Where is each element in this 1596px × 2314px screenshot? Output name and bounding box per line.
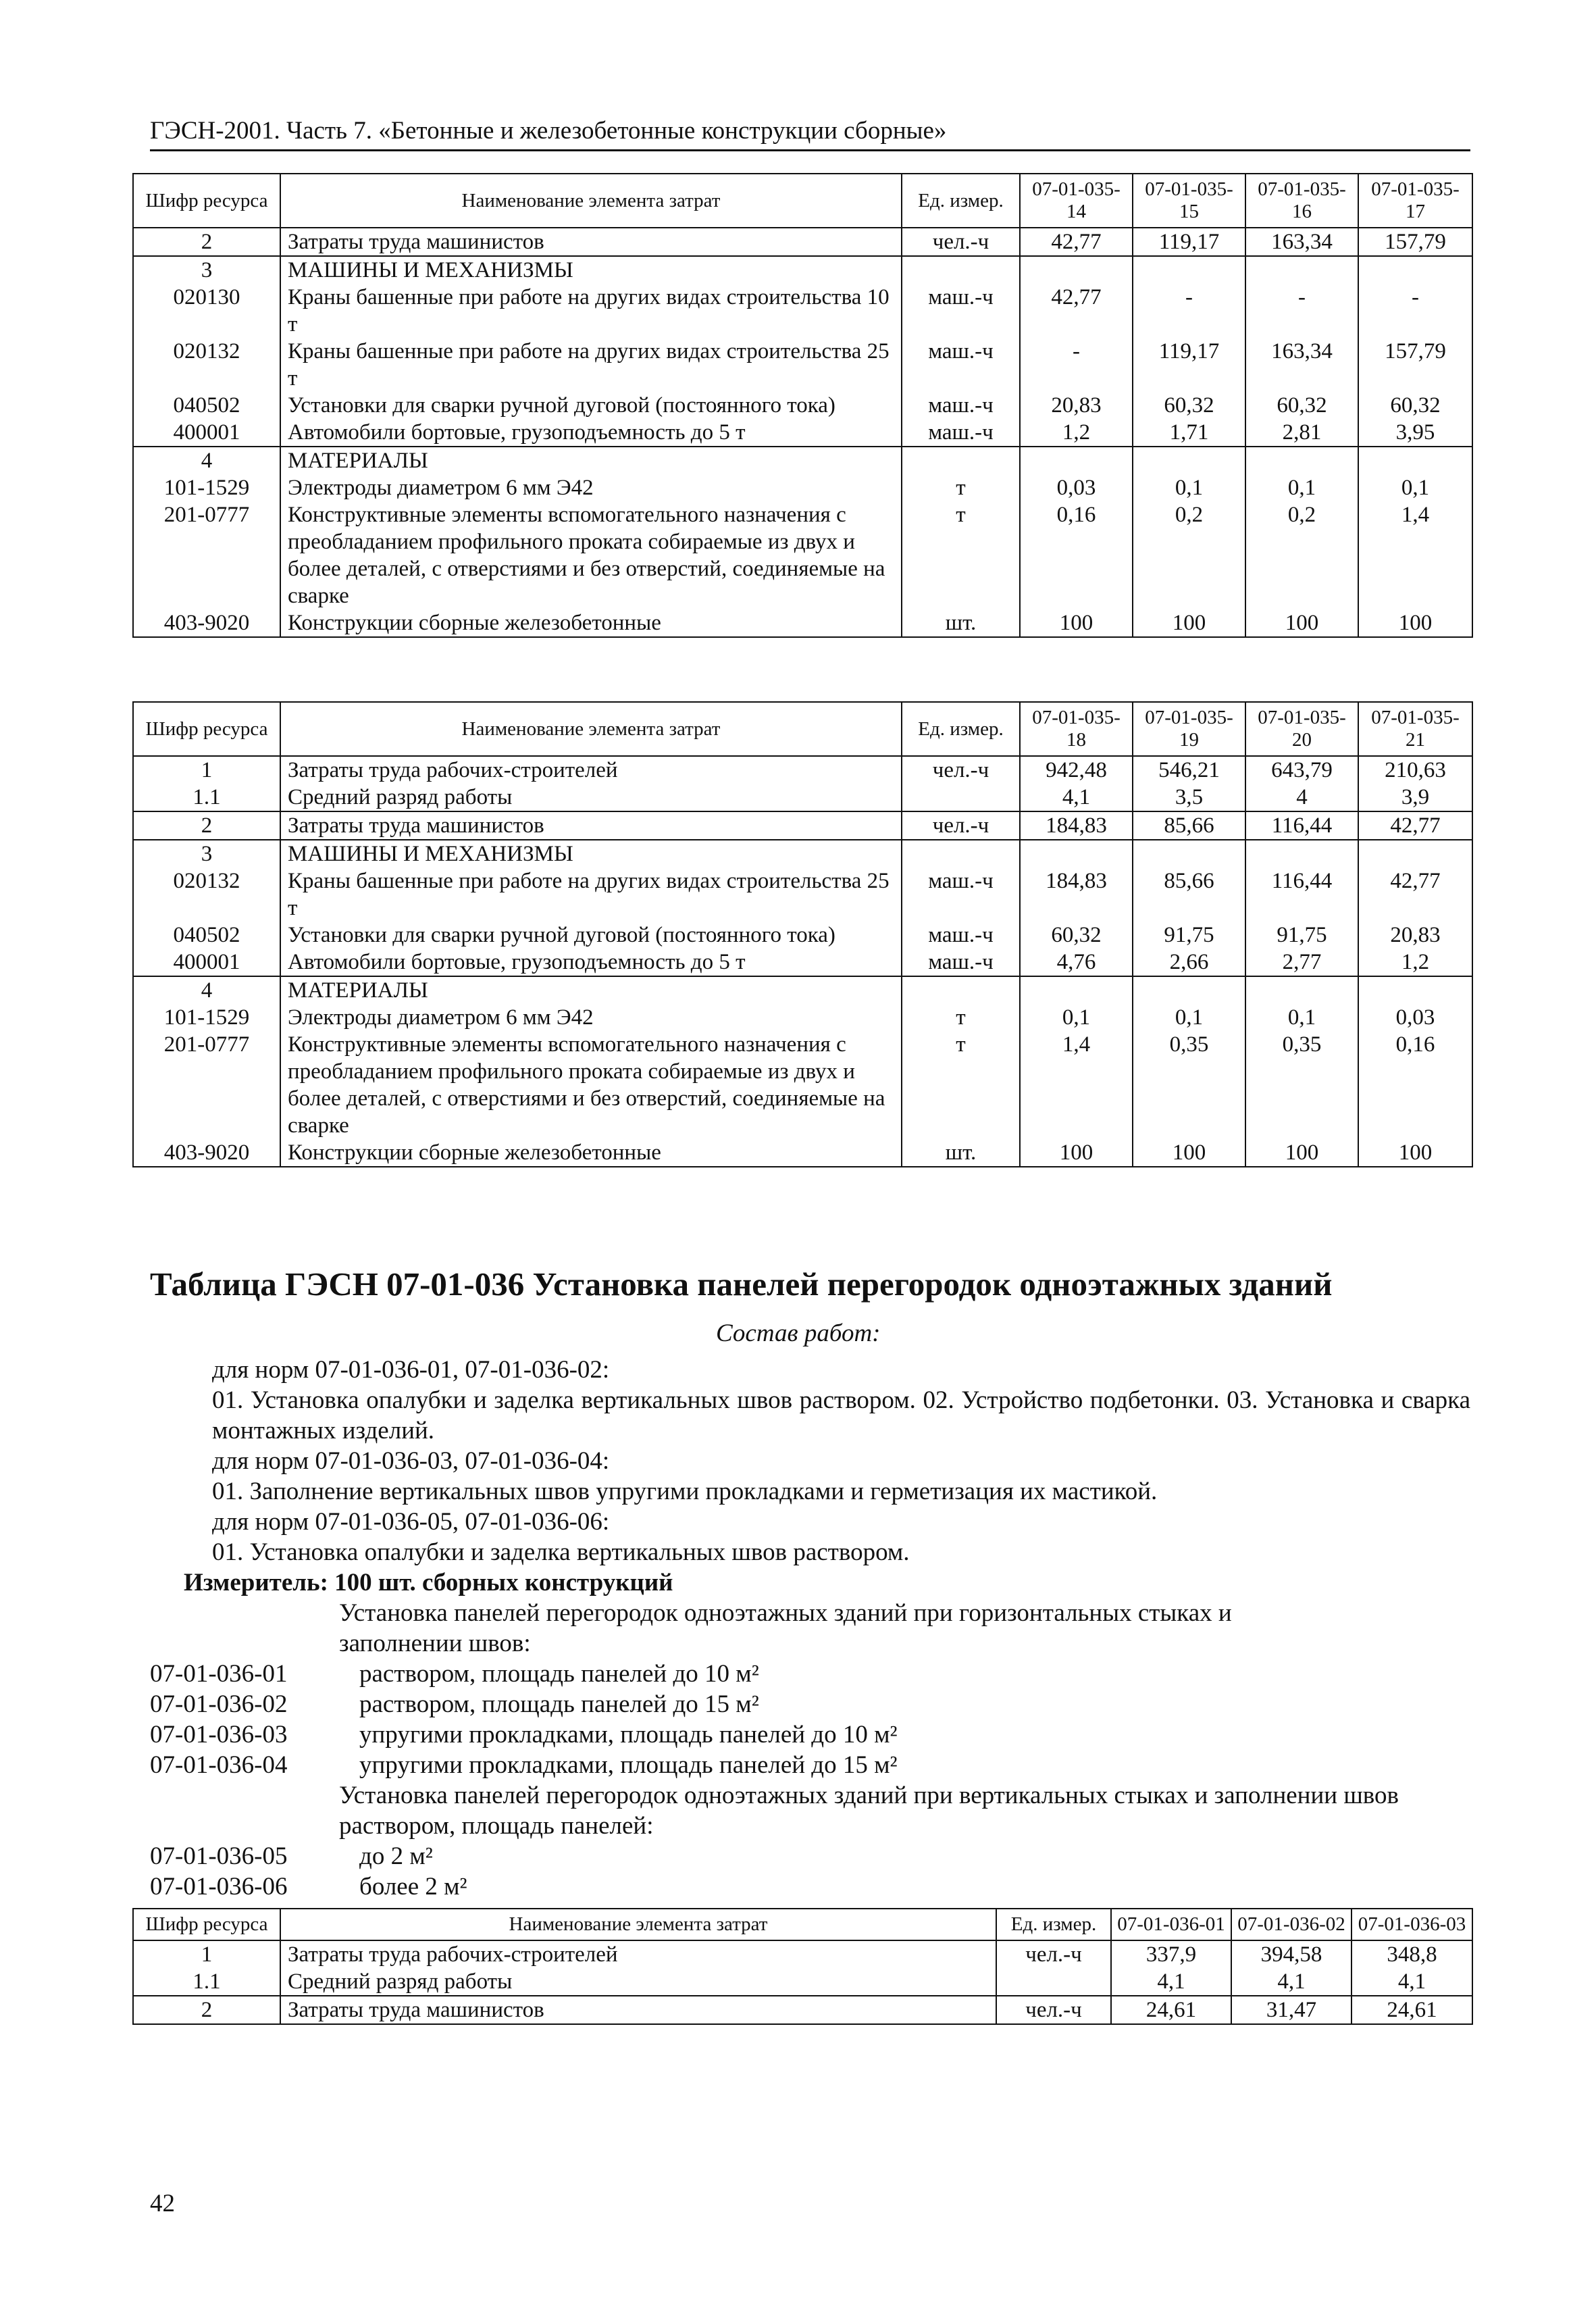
measure-unit: Измеритель: 100 шт. сборных конструкций	[184, 1569, 673, 1596]
value-cell: 116,44	[1245, 811, 1358, 840]
table-row	[133, 609, 1472, 637]
value-cell: 100	[1358, 609, 1472, 637]
code-cell: 101-1529	[133, 474, 280, 501]
col-header-code: Шифр ресурса	[133, 174, 280, 228]
value-cell	[1020, 976, 1133, 1004]
unit-cell: т	[902, 1031, 1020, 1139]
norm-item	[150, 1659, 1470, 1689]
value-cell	[1133, 976, 1245, 1004]
value-cell	[1245, 447, 1358, 474]
table-row	[133, 867, 1472, 922]
table-row	[133, 256, 1472, 284]
value-cell: 546,21	[1133, 756, 1245, 784]
page-number: 42	[150, 2190, 175, 2217]
value-cell: 0,1	[1245, 1004, 1358, 1031]
col-header-norm: 07-01-035-20	[1245, 702, 1358, 756]
value-cell	[1020, 840, 1133, 867]
col-header-code: Шифр ресурса	[133, 1909, 280, 1940]
col-header-norm: 07-01-035-21	[1358, 702, 1472, 756]
resource-table-035-18-21	[132, 701, 1473, 1167]
value-cell: 0,2	[1245, 501, 1358, 609]
value-cell: 100	[1133, 609, 1245, 637]
value-cell: -	[1358, 284, 1472, 338]
norm-desc: упругими прокладками, площадь панелей до 15 м²	[359, 1751, 898, 1779]
value-cell	[1245, 256, 1358, 284]
code-cell: 040502	[133, 392, 280, 419]
value-cell: 100	[1245, 609, 1358, 637]
value-cell	[1245, 976, 1358, 1004]
table-row	[133, 501, 1472, 609]
value-cell: 100	[1358, 1139, 1472, 1167]
table-row	[133, 922, 1472, 949]
norm-item	[150, 1750, 1470, 1780]
value-cell: 0,1	[1133, 474, 1245, 501]
table-row	[133, 1139, 1472, 1167]
name-cell: МАШИНЫ И МЕХАНИЗМЫ	[280, 256, 902, 284]
value-cell: 0,16	[1358, 1031, 1472, 1139]
value-cell: 100	[1133, 1139, 1245, 1167]
value-cell: 4,76	[1020, 949, 1133, 976]
name-cell: Автомобили бортовые, грузоподъемность до 5 т	[280, 419, 902, 447]
value-cell: 0,03	[1020, 474, 1133, 501]
name-cell: Краны башенные при работе на других видах строительства 25 т	[280, 338, 902, 392]
norm-item	[150, 1689, 1470, 1719]
value-cell: 119,17	[1133, 228, 1245, 256]
value-cell: -	[1245, 284, 1358, 338]
unit-cell	[996, 1968, 1111, 1996]
unit-cell	[902, 840, 1020, 867]
value-cell: 0,16	[1020, 501, 1133, 609]
name-cell: Затраты труда машинистов	[280, 228, 902, 256]
value-cell: 0,2	[1133, 501, 1245, 609]
value-cell: 210,63	[1358, 756, 1472, 784]
value-cell: 60,32	[1133, 392, 1245, 419]
value-cell: 85,66	[1133, 867, 1245, 922]
code-cell: 3	[133, 256, 280, 284]
value-cell: -	[1020, 338, 1133, 392]
norm-desc: раствором, площадь панелей до 15 м²	[359, 1690, 759, 1718]
norms-ref: для норм 07-01-036-01, 07-01-036-02:	[212, 1356, 610, 1384]
norm-code: 07-01-036-05	[150, 1842, 288, 1870]
norm-code: 07-01-036-02	[150, 1690, 288, 1718]
value-cell	[1245, 840, 1358, 867]
code-cell: 020132	[133, 867, 280, 922]
work-step: 01. Заполнение вертикальных швов упругими прокладками и герметизация их мастикой.	[212, 1478, 1158, 1505]
unit-cell: шт.	[902, 609, 1020, 637]
code-cell: 020132	[133, 338, 280, 392]
value-cell: 184,83	[1020, 811, 1133, 840]
col-header-norm: 07-01-035-17	[1358, 174, 1472, 228]
value-cell: 24,61	[1111, 1996, 1231, 2024]
value-cell: 2,81	[1245, 419, 1358, 447]
norm-item	[150, 1841, 1470, 1871]
unit-cell: чел.-ч	[902, 811, 1020, 840]
value-cell: 942,48	[1020, 756, 1133, 784]
table-row	[133, 811, 1472, 840]
value-cell	[1133, 447, 1245, 474]
value-cell: 2,77	[1245, 949, 1358, 976]
name-cell: МАТЕРИАЛЫ	[280, 447, 902, 474]
value-cell: 1,4	[1358, 501, 1472, 609]
resource-table-035-14-17	[132, 173, 1473, 638]
value-cell: 0,35	[1133, 1031, 1245, 1139]
norm-desc: упругими прокладками, площадь панелей до 10 м²	[359, 1721, 898, 1749]
table-row	[133, 756, 1472, 784]
value-cell: 91,75	[1245, 922, 1358, 949]
unit-cell	[902, 447, 1020, 474]
name-cell: Установки для сварки ручной дуговой (постоянного тока)	[280, 392, 902, 419]
code-cell: 1.1	[133, 784, 280, 811]
name-cell: Автомобили бортовые, грузоподъемность до 5 т	[280, 949, 902, 976]
name-cell: Затраты труда рабочих-строителей	[280, 756, 902, 784]
value-cell	[1358, 256, 1472, 284]
unit-cell: чел.-ч	[996, 1996, 1111, 2024]
unit-cell: чел.-ч	[902, 756, 1020, 784]
value-cell: 42,77	[1358, 811, 1472, 840]
code-cell: 1	[133, 1940, 280, 1968]
norm-code: 07-01-036-06	[150, 1873, 288, 1901]
table-row	[133, 1968, 1472, 1996]
value-cell	[1020, 256, 1133, 284]
code-cell: 403-9020	[133, 1139, 280, 1167]
col-header-unit: Ед. измер.	[902, 174, 1020, 228]
name-cell: Установки для сварки ручной дуговой (постоянного тока)	[280, 922, 902, 949]
value-cell: 31,47	[1231, 1996, 1352, 2024]
code-cell: 201-0777	[133, 501, 280, 609]
col-header-unit: Ед. измер.	[902, 702, 1020, 756]
value-cell: -	[1133, 284, 1245, 338]
value-cell: 42,77	[1358, 867, 1472, 922]
value-cell: 157,79	[1358, 228, 1472, 256]
value-cell: 1,2	[1020, 419, 1133, 447]
section-subtitle: Состав работ:	[716, 1319, 881, 1347]
norms-ref: для норм 07-01-036-05, 07-01-036-06:	[212, 1508, 610, 1536]
name-cell: Конструкции сборные железобетонные	[280, 1139, 902, 1167]
name-cell: Конструктивные элементы вспомогательного назначения с преобладанием профильного проката собираемые из двух и более деталей, с отверстиями и без отверстий, соединяемые на сварке	[280, 1031, 902, 1139]
value-cell: 157,79	[1358, 338, 1472, 392]
value-cell: 1,71	[1133, 419, 1245, 447]
value-cell: 85,66	[1133, 811, 1245, 840]
name-cell: МАТЕРИАЛЫ	[280, 976, 902, 1004]
value-cell: 0,1	[1133, 1004, 1245, 1031]
col-header-norm: 07-01-036-03	[1352, 1909, 1472, 1940]
value-cell: 60,32	[1358, 392, 1472, 419]
unit-cell: чел.-ч	[996, 1940, 1111, 1968]
name-cell: Электроды диаметром 6 мм Э42	[280, 1004, 902, 1031]
value-cell: 0,1	[1358, 474, 1472, 501]
code-cell: 403-9020	[133, 609, 280, 637]
name-cell: Конструктивные элементы вспомогательного назначения с преобладанием профильного проката собираемые из двух и более деталей, с отверстиями и без отверстий, соединяемые на сварке	[280, 501, 902, 609]
value-cell: 20,83	[1358, 922, 1472, 949]
col-header-norm: 07-01-035-14	[1020, 174, 1133, 228]
value-cell: 4	[1245, 784, 1358, 811]
value-cell: 394,58	[1231, 1940, 1352, 1968]
unit-cell	[902, 784, 1020, 811]
value-cell	[1133, 840, 1245, 867]
unit-cell: т	[902, 1004, 1020, 1031]
section-title: Таблица ГЭСН 07-01-036 Установка панелей перегородок одноэтажных зданий	[150, 1265, 1333, 1303]
norm-desc: раствором, площадь панелей до 10 м²	[359, 1660, 759, 1688]
value-cell	[1358, 447, 1472, 474]
table-row	[133, 228, 1472, 256]
value-cell	[1358, 840, 1472, 867]
name-cell: МАШИНЫ И МЕХАНИЗМЫ	[280, 840, 902, 867]
value-cell: 100	[1245, 1139, 1358, 1167]
value-cell: 0,35	[1245, 1031, 1358, 1139]
col-header-norm: 07-01-036-02	[1231, 1909, 1352, 1940]
name-cell: Затраты труда машинистов	[280, 811, 902, 840]
table-row	[133, 338, 1472, 392]
code-cell: 040502	[133, 922, 280, 949]
code-cell: 4	[133, 447, 280, 474]
page-header: ГЭСН-2001. Часть 7. «Бетонные и железобетонные конструкции сборные»	[150, 116, 1470, 151]
value-cell: 3,5	[1133, 784, 1245, 811]
name-cell: Краны башенные при работе на других видах строительства 10 т	[280, 284, 902, 338]
value-cell: 0,03	[1358, 1004, 1472, 1031]
table-row	[133, 949, 1472, 976]
unit-cell: маш.-ч	[902, 338, 1020, 392]
group-description: Установка панелей перегородок одноэтажных зданий при вертикальных стыках и заполнении швов раствором, площадь панелей:	[339, 1782, 1399, 1840]
value-cell: 348,8	[1352, 1940, 1472, 1968]
group-description: Установка панелей перегородок одноэтажных зданий при горизонтальных стыках и заполнении швов:	[339, 1599, 1232, 1657]
name-cell: Электроды диаметром 6 мм Э42	[280, 474, 902, 501]
col-header-norm: 07-01-036-01	[1111, 1909, 1231, 1940]
table-row	[133, 474, 1472, 501]
table-row	[133, 840, 1472, 867]
unit-cell: маш.-ч	[902, 284, 1020, 338]
value-cell: 3,95	[1358, 419, 1472, 447]
unit-cell: маш.-ч	[902, 392, 1020, 419]
value-cell: 24,61	[1352, 1996, 1472, 2024]
table-row	[133, 784, 1472, 811]
norm-desc: более 2 м²	[359, 1873, 467, 1901]
name-cell: Конструкции сборные железобетонные	[280, 609, 902, 637]
value-cell: 1,2	[1358, 949, 1472, 976]
name-cell: Затраты труда рабочих-строителей	[280, 1940, 996, 1968]
value-cell	[1133, 256, 1245, 284]
resource-table-036-01-03	[132, 1908, 1473, 2025]
work-step: 01. Установка опалубки и заделка вертикальных швов раствором.	[212, 1538, 910, 1566]
norm-code: 07-01-036-01	[150, 1660, 288, 1688]
value-cell: 4,1	[1352, 1968, 1472, 1996]
table-row	[133, 392, 1472, 419]
col-header-norm: 07-01-035-15	[1133, 174, 1245, 228]
value-cell: 643,79	[1245, 756, 1358, 784]
norm-code: 07-01-036-04	[150, 1751, 288, 1779]
value-cell: 2,66	[1133, 949, 1245, 976]
work-step: 01. Установка опалубки и заделка вертикальных швов раствором. 02. Устройство подбетонки. 03. Установка и сварка монтажных изделий.	[212, 1386, 1470, 1444]
code-cell: 101-1529	[133, 1004, 280, 1031]
unit-cell: маш.-ч	[902, 922, 1020, 949]
table-row	[133, 284, 1472, 338]
value-cell: 4,1	[1020, 784, 1133, 811]
name-cell: Средний разряд работы	[280, 784, 902, 811]
unit-cell: чел.-ч	[902, 228, 1020, 256]
table-row	[133, 976, 1472, 1004]
norm-desc: до 2 м²	[359, 1842, 433, 1870]
code-cell: 1.1	[133, 1968, 280, 1996]
value-cell: 100	[1020, 1139, 1133, 1167]
value-cell: 4,1	[1231, 1968, 1352, 1996]
value-cell: 100	[1020, 609, 1133, 637]
code-cell: 400001	[133, 419, 280, 447]
code-cell: 1	[133, 756, 280, 784]
value-cell: 4,1	[1111, 1968, 1231, 1996]
value-cell: 184,83	[1020, 867, 1133, 922]
value-cell: 0,1	[1020, 1004, 1133, 1031]
col-header-name: Наименование элемента затрат	[280, 702, 902, 756]
norms-ref: для норм 07-01-036-03, 07-01-036-04:	[212, 1447, 610, 1475]
table-row	[133, 1004, 1472, 1031]
value-cell: 119,17	[1133, 338, 1245, 392]
col-header-name: Наименование элемента затрат	[280, 1909, 996, 1940]
code-cell: 2	[133, 1996, 280, 2024]
table-row	[133, 1996, 1472, 2024]
table-row	[133, 419, 1472, 447]
value-cell: 42,77	[1020, 284, 1133, 338]
value-cell: 116,44	[1245, 867, 1358, 922]
norm-item	[150, 1719, 1470, 1750]
value-cell: 1,4	[1020, 1031, 1133, 1139]
unit-cell	[902, 976, 1020, 1004]
unit-cell: маш.-ч	[902, 949, 1020, 976]
col-header-norm: 07-01-035-19	[1133, 702, 1245, 756]
value-cell: 0,1	[1245, 474, 1358, 501]
value-cell: 3,9	[1358, 784, 1472, 811]
code-cell: 4	[133, 976, 280, 1004]
code-cell: 2	[133, 228, 280, 256]
norm-code: 07-01-036-03	[150, 1721, 288, 1749]
unit-cell	[902, 256, 1020, 284]
col-header-norm: 07-01-035-16	[1245, 174, 1358, 228]
unit-cell: шт.	[902, 1139, 1020, 1167]
unit-cell: т	[902, 474, 1020, 501]
work-description	[150, 1355, 1470, 1902]
norm-item	[150, 1871, 1470, 1902]
col-header-name: Наименование элемента затрат	[280, 174, 902, 228]
unit-cell: маш.-ч	[902, 867, 1020, 922]
col-header-unit: Ед. измер.	[996, 1909, 1111, 1940]
value-cell	[1020, 447, 1133, 474]
unit-cell: т	[902, 501, 1020, 609]
col-header-code: Шифр ресурса	[133, 702, 280, 756]
table-row	[133, 1031, 1472, 1139]
code-cell: 2	[133, 811, 280, 840]
table-row	[133, 447, 1472, 474]
value-cell: 60,32	[1245, 392, 1358, 419]
value-cell: 20,83	[1020, 392, 1133, 419]
value-cell: 91,75	[1133, 922, 1245, 949]
col-header-norm: 07-01-035-18	[1020, 702, 1133, 756]
name-cell: Затраты труда машинистов	[280, 1996, 996, 2024]
value-cell: 163,34	[1245, 338, 1358, 392]
name-cell: Краны башенные при работе на других видах строительства 25 т	[280, 867, 902, 922]
name-cell: Средний разряд работы	[280, 1968, 996, 1996]
code-cell: 400001	[133, 949, 280, 976]
code-cell: 020130	[133, 284, 280, 338]
code-cell: 3	[133, 840, 280, 867]
value-cell: 60,32	[1020, 922, 1133, 949]
value-cell: 337,9	[1111, 1940, 1231, 1968]
value-cell	[1358, 976, 1472, 1004]
table-row	[133, 1940, 1472, 1968]
code-cell: 201-0777	[133, 1031, 280, 1139]
value-cell: 163,34	[1245, 228, 1358, 256]
value-cell: 42,77	[1020, 228, 1133, 256]
unit-cell: маш.-ч	[902, 419, 1020, 447]
